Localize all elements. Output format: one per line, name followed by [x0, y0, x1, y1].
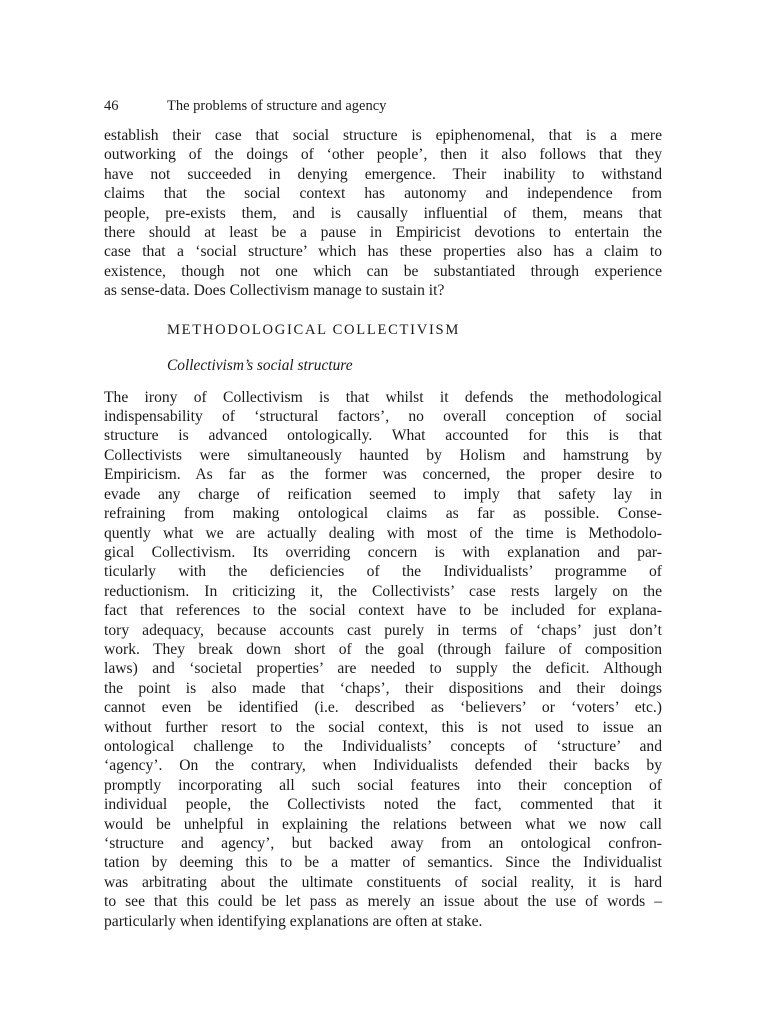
text-line: refraining from making ontological claims as far as possible. Conse- — [104, 505, 662, 523]
text-line: individual people, the Collectivists noted the fact, commented that it — [104, 796, 662, 814]
subsection-heading: Collectivism’s social structure — [167, 356, 353, 374]
book-page — [104, 96, 662, 931]
text-line: have not succeeded in denying emergence. Their inability to withstand — [104, 165, 662, 183]
text-line: evade any charge of reification seemed to imply that safety lay in — [104, 485, 662, 503]
text-line: people, pre-exists them, and is causally influential of them, means that — [104, 204, 662, 222]
text-line: ontological challenge to the Individualists’ concepts of ‘structure’ and — [104, 737, 662, 755]
text-line: cannot even be identified (i.e. described as ‘believers’ or ‘voters’ etc.) — [104, 699, 662, 717]
text-line: ‘agency’. On the contrary, when Individualists defended their backs by — [104, 757, 662, 775]
text-line: promptly incorporating all such social features into their conception of — [104, 776, 662, 794]
text-line: Empiricism. As far as the former was concerned, the proper desire to — [104, 466, 662, 484]
text-line: laws) and ‘societal properties’ are needed to supply the deficit. Although — [104, 660, 662, 678]
text-line: reductionism. In criticizing it, the Collectivists’ case rests largely on the — [104, 582, 662, 600]
text-line: case that a ‘social structure’ which has these properties also has a claim to — [104, 243, 662, 261]
text-line: particularly when identifying explanations are often at stake. — [104, 912, 483, 930]
text-line: without further resort to the social context, this is not used to issue an — [104, 718, 662, 736]
text-line: establish their case that social structure is epiphenomenal, that is a mere — [104, 127, 662, 144]
text-line: the point is also made that ‘chaps’, their dispositions and their doings — [104, 679, 662, 697]
text-line: outworking of the doings of ‘other people’, then it also follows that they — [104, 146, 662, 164]
text-line: ticularly with the deficiencies of the Individualists’ programme of — [104, 563, 662, 581]
text-line: indispensability of ‘structural factors’, no overall conception of social — [104, 408, 662, 426]
text-line: as sense-data. Does Collectivism manage to sustain it? — [104, 282, 445, 300]
section-heading: METHODOLOGICAL COLLECTIVISM — [167, 321, 461, 338]
page-number: 46 — [104, 98, 119, 114]
text-line: to see that this could be let pass as merely an issue about the use of words – — [104, 893, 662, 911]
text-line: there should at least be a pause in Empiricist devotions to entertain the — [104, 224, 662, 242]
text-line: claims that the social context has autonomy and independence from — [104, 185, 662, 203]
text-line: existence, though not one which can be substantiated through experience — [104, 262, 662, 280]
paragraph-continuation — [104, 126, 662, 301]
text-line: quently what we are actually dealing with most of the time is Methodolo- — [104, 524, 662, 542]
text-line: tation by deeming this to be a matter of semantics. Since the Individualist — [104, 854, 662, 872]
text-line: would be unhelpful in explaining the relations between what we now call — [104, 815, 662, 833]
text-line: work. They break down short of the goal (through failure of composition — [104, 640, 662, 658]
text-line: was arbitrating about the ultimate constituents of social reality, it is hard — [104, 873, 662, 891]
text-line: structure is advanced ontologically. What accounted for this is that — [104, 427, 662, 445]
text-line: fact that references to the social context have to be included for explana- — [104, 602, 662, 620]
text-line: tory adequacy, because accounts cast purely in terms of ‘chaps’ just don’t — [104, 621, 662, 639]
paragraph-main — [104, 388, 662, 931]
running-title: The problems of structure and agency — [167, 98, 387, 114]
running-head — [104, 96, 662, 116]
text-line: ‘structure and agency’, but backed away from an ontological confron- — [104, 835, 662, 852]
text-line: The irony of Collectivism is that whilst it defends the methodological — [104, 388, 662, 406]
text-line: gical Collectivism. Its overriding concern is with explanation and par- — [104, 543, 662, 561]
text-line: Collectivists were simultaneously haunted by Holism and hamstrung by — [104, 446, 662, 464]
